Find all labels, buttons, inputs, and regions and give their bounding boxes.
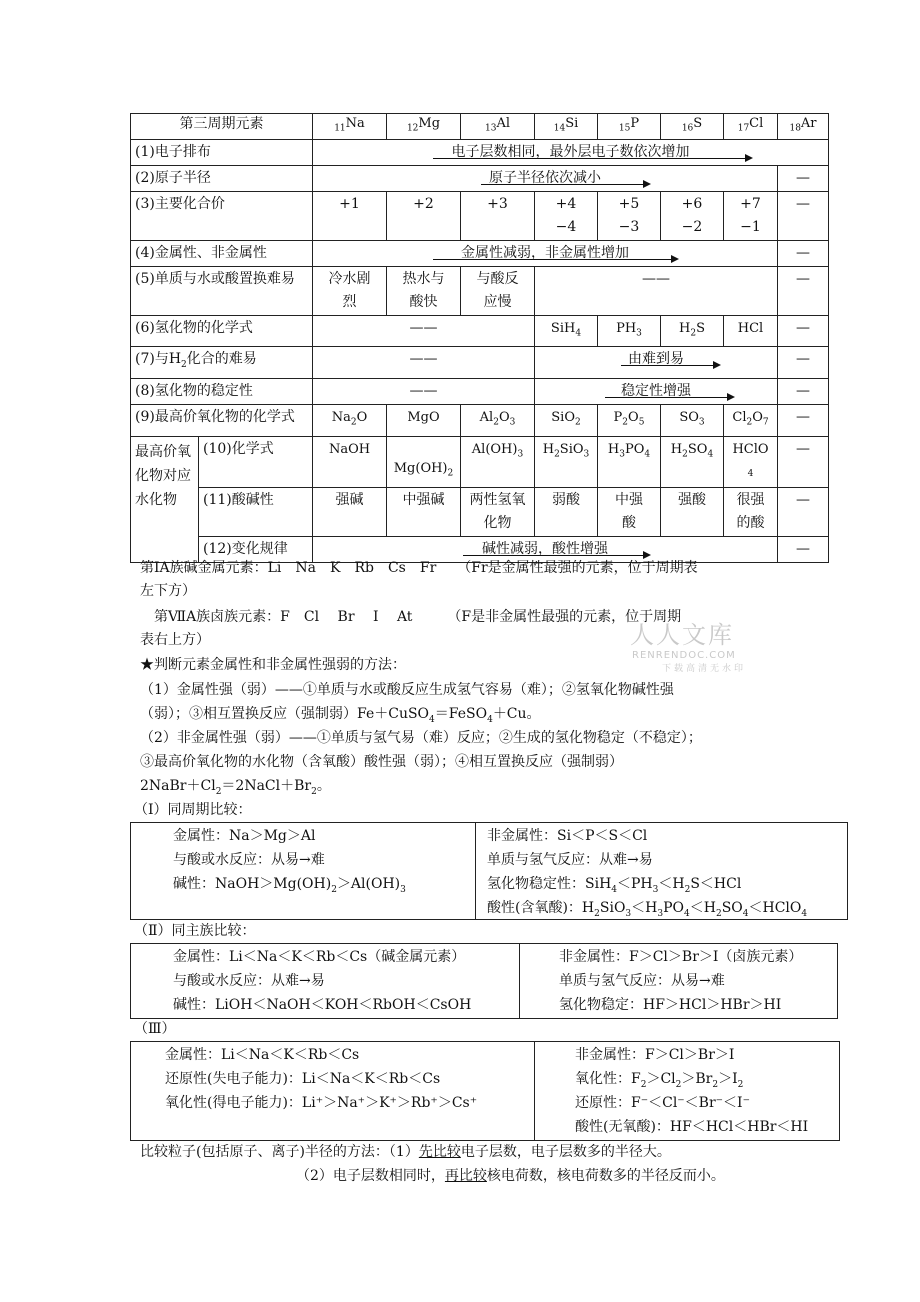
trend-arrow bbox=[463, 555, 649, 556]
oxide-s: $SO_3$ bbox=[661, 404, 724, 436]
row-label: (5)单质与水或酸置换难易 bbox=[131, 266, 313, 315]
acidity-si: 弱酸 bbox=[535, 487, 598, 536]
row-label: (10)化学式 bbox=[199, 436, 313, 487]
acidity-na: 强碱 bbox=[313, 487, 387, 536]
hydride-p: $PH_3$ bbox=[598, 315, 661, 347]
header-row bbox=[131, 114, 829, 140]
element-s: $_{16}$S bbox=[661, 114, 724, 140]
trend-text: 原子半径依次减小 bbox=[489, 169, 601, 186]
ar-cell: — bbox=[778, 536, 829, 562]
trend-cell bbox=[313, 139, 829, 165]
trend-text: 电子层数相同，最外层电子数依次增加 bbox=[451, 143, 690, 160]
trend-arrow bbox=[433, 158, 751, 159]
acidity-order: 酸性(含氧酸)：$H_2SiO_3<H_3PO_4<H_2SO_4<HClO_4$ bbox=[487, 900, 808, 919]
trend-cell bbox=[313, 240, 778, 266]
section-three: （Ⅲ） bbox=[134, 1021, 176, 1037]
hydroxide-s: $H_2SO_4$ bbox=[661, 436, 724, 487]
same-period-box bbox=[130, 822, 848, 920]
row-hydride-formula bbox=[131, 315, 829, 347]
row-label: (4)金属性、非金属性 bbox=[131, 240, 313, 266]
trend-cell bbox=[313, 165, 778, 191]
halide-reducing-series: 还原性：F⁻＜Cl⁻＜Br⁻＜I⁻ bbox=[575, 1095, 750, 1111]
trend-arrow bbox=[433, 259, 677, 260]
ar-cell: — bbox=[778, 191, 829, 240]
valence-na: +1 bbox=[313, 191, 387, 240]
reducing-series: 还原性(失电子能力)：Li＜Na＜K＜Rb＜Cs bbox=[165, 1071, 441, 1087]
radius-rule-2: （2）电子层数相同时，再比较核电荷数，核电荷数多的半径反而小。 bbox=[296, 1168, 725, 1184]
trend-arrow bbox=[621, 365, 719, 366]
oxide-p: $P_2O_5$ bbox=[598, 404, 661, 436]
trend-text: 稳定性增强 bbox=[621, 382, 691, 399]
trend-arrow bbox=[605, 397, 733, 398]
row-displacement bbox=[131, 266, 829, 315]
method-1-b: （弱）；③相互置换反应（强制弱）Fe＋CuSO$_4$＝FeSO$_4$＋Cu。 bbox=[140, 706, 541, 725]
same-group-box bbox=[130, 943, 838, 1019]
hydroxide-si: $H_2SiO_3$ bbox=[535, 436, 598, 487]
nonmetallic-order: 非金属性：Si＜P＜S＜Cl bbox=[487, 828, 648, 844]
combination-dash: —— bbox=[313, 347, 535, 379]
watermark-logo bbox=[618, 615, 746, 674]
oxide-mg: MgO bbox=[387, 404, 461, 436]
hydride-cl: HCl bbox=[724, 315, 778, 347]
row-label: (1)电子排布 bbox=[131, 139, 313, 165]
trend-cell bbox=[535, 378, 778, 404]
hydroxide-p: $H_3PO_4$ bbox=[598, 436, 661, 487]
reaction-order: 与酸或水反应：从易→难 bbox=[173, 852, 325, 868]
hydride-s: $H_2S$ bbox=[661, 315, 724, 347]
element-cl: $_{17}$Cl bbox=[724, 114, 778, 140]
trend-cell bbox=[535, 347, 778, 379]
method-2-b: ③最高价氧化物的水化物（含氧酸）酸性强（弱）；④相互置换反应（强制弱） bbox=[140, 754, 623, 770]
element-mg: $_{12}$Mg bbox=[387, 114, 461, 140]
alkali-reaction-order: 与酸或水反应：从难→易 bbox=[173, 973, 325, 989]
group7-line-b: 表右上方） bbox=[140, 632, 210, 648]
oxide-na: $Na_2O$ bbox=[313, 404, 387, 436]
hydrohalic-acidity-series: 酸性(无氧酸)：HF＜HCl＜HBr＜HI bbox=[575, 1119, 809, 1135]
periodic-table-summary bbox=[130, 113, 829, 563]
row-electron bbox=[131, 139, 829, 165]
row-h2-combination bbox=[131, 347, 829, 379]
oxide-cl: $Cl_2O_7$ bbox=[724, 404, 778, 436]
oxidizing-ion-series: 氧化性(得电子能力)：Li⁺＞Na⁺＞K⁺＞Rb⁺＞Cs⁺ bbox=[165, 1095, 478, 1111]
section-same-group: （Ⅱ）同主族比较： bbox=[134, 923, 256, 939]
alkali-basicity-order: 碱性：LiOH＜NaOH＜KOH＜RbOH＜CsOH bbox=[173, 997, 472, 1013]
ar-cell: — bbox=[778, 436, 829, 487]
row-label: (2)原子半径 bbox=[131, 165, 313, 191]
trend-text: 金属性减弱，非金属性增加 bbox=[461, 244, 629, 261]
ar-cell: — bbox=[778, 487, 829, 536]
oxide-si: SiO$_2$ bbox=[535, 404, 598, 436]
element-si: $_{14}$Si bbox=[535, 114, 598, 140]
valence-p: +5 −3 bbox=[598, 191, 661, 240]
hydroxide-al: $Al(OH)_3$ bbox=[461, 436, 535, 487]
hydroxide-mg: $Mg(OH)_2$ bbox=[387, 436, 461, 487]
nonmetallic-series: 非金属性：F＞Cl＞Br＞I bbox=[575, 1047, 735, 1063]
header-label: 第三周期元素 bbox=[131, 114, 313, 140]
valence-si: +4 −4 bbox=[535, 191, 598, 240]
element-p: $_{15}$P bbox=[598, 114, 661, 140]
ar-cell: — bbox=[778, 240, 829, 266]
halogen-nonmetallic-order: 非金属性：F＞Cl＞Br＞I（卤族元素） bbox=[559, 949, 803, 965]
alkali-metallic-order: 金属性：Li＜Na＜K＜Rb＜Cs（碱金属元素） bbox=[173, 949, 466, 965]
watermark-title: 人人文库 bbox=[630, 621, 734, 649]
row-label: (3)主要化合价 bbox=[131, 191, 313, 240]
halogen-oxidizing-series: 氧化性：$F_2>Cl_2>Br_2>I_2$ bbox=[575, 1071, 744, 1090]
ar-cell: — bbox=[778, 315, 829, 347]
group1-line-b: 左下方） bbox=[140, 583, 196, 599]
row-hydride-stability bbox=[131, 378, 829, 404]
hydroxide-cl: HClO 4 bbox=[724, 436, 778, 487]
row-oxide bbox=[131, 404, 829, 436]
ar-cell: — bbox=[778, 378, 829, 404]
valence-mg: +2 bbox=[387, 191, 461, 240]
element-na: $_{11}$Na bbox=[313, 114, 387, 140]
method-1-a: （1）金属性强（弱）——①单质与水或酸反应生成氢气容易（难）；②氢氧化物碱性强 bbox=[140, 682, 674, 698]
halogen-hydride-order: 氢化物稳定：HF＞HCl＞HBr＞HI bbox=[559, 997, 782, 1013]
displace-al: 与酸反应慢 bbox=[461, 266, 535, 315]
row-hydroxide-formula bbox=[131, 436, 829, 487]
row-metallic bbox=[131, 240, 829, 266]
element-ar: $_{18}$Ar bbox=[778, 114, 829, 140]
ar-cell: — bbox=[778, 165, 829, 191]
acidity-p: 中强酸 bbox=[598, 487, 661, 536]
method-2-a: （2）非金属性强（弱）——①单质与氢气易（难）反应；②生成的氢化物稳定（不稳定）； bbox=[140, 730, 702, 746]
metallic-series: 金属性：Li＜Na＜K＜Rb＜Cs bbox=[165, 1047, 360, 1063]
basicity-order: 碱性：$NaOH>Mg(OH)_2>Al(OH)_3$ bbox=[173, 876, 406, 895]
row-radius bbox=[131, 165, 829, 191]
method-2-c: $2NaBr+Cl_2=2NaCl+Br_2$。 bbox=[140, 778, 331, 797]
watermark-domain: RENRENDOC.COM bbox=[632, 650, 736, 661]
hydride-dash: —— bbox=[313, 315, 535, 347]
ar-cell: — bbox=[778, 266, 829, 315]
row-label: (11)酸碱性 bbox=[199, 487, 313, 536]
acidity-mg: 中强碱 bbox=[387, 487, 461, 536]
metallic-order: 金属性：Na＞Mg＞Al bbox=[173, 828, 316, 844]
method-title: ★判断元素金属性和非金属性强弱的方法： bbox=[140, 657, 406, 673]
halogen-h2-order: 单质与氢气反应：从易→难 bbox=[559, 973, 725, 989]
displace-rest: —— bbox=[535, 266, 778, 315]
acidity-cl: 很强的酸 bbox=[724, 487, 778, 536]
valence-cl: +7 −1 bbox=[724, 191, 778, 240]
trend-arrow bbox=[481, 184, 649, 185]
acidity-al: 两性氢氧化物 bbox=[461, 487, 535, 536]
trend-text: 由难到易 bbox=[628, 351, 684, 368]
h2-reaction-order: 单质与氢气反应：从难→易 bbox=[487, 852, 653, 868]
trend-text: 碱性减弱，酸性增强 bbox=[482, 540, 608, 557]
row-label: (7)与$H_2$化合的难易 bbox=[131, 347, 313, 379]
displace-mg: 热水与酸快 bbox=[387, 266, 461, 315]
row-valence bbox=[131, 191, 829, 240]
row-label: (9)最高价氧化物的化学式 bbox=[131, 404, 313, 436]
row-label: (8)氢化物的稳定性 bbox=[131, 378, 313, 404]
element-al: $_{13}$Al bbox=[461, 114, 535, 140]
radius-rule-1: 比较粒子(包括原子、离子)半径的方法：（1）先比较电子层数，电子层数多的半径大。 bbox=[140, 1144, 671, 1160]
group7-line: 第ⅦA族卤族元素：F Cl Br I At （F是非金属性最强的元素，位于周期 bbox=[140, 609, 682, 625]
hydride-stability-order: 氢化物稳定性：$SiH_4<PH_3<H_2S<HCl$ bbox=[487, 876, 742, 895]
section-same-period: （Ⅰ）同周期比较： bbox=[134, 802, 252, 818]
row-label: (6)氢化物的化学式 bbox=[131, 315, 313, 347]
ar-cell: — bbox=[778, 404, 829, 436]
row-acidity bbox=[131, 487, 829, 536]
stability-dash: —— bbox=[313, 378, 535, 404]
hydride-si: SiH$_4$ bbox=[535, 315, 598, 347]
group1-line: 第ⅠA族碱金属元素：Li Na K Rb Cs Fr （Fr是金属性最强的元素，位于周期表 bbox=[140, 560, 698, 576]
row-label: (12)变化规律 bbox=[199, 536, 313, 562]
watermark-slogan: 下载高清无水印 bbox=[662, 664, 747, 674]
valence-s: +6 −2 bbox=[661, 191, 724, 240]
redox-box bbox=[130, 1041, 840, 1141]
hydroxide-na: NaOH bbox=[313, 436, 387, 487]
displace-na: 冷水剧烈 bbox=[313, 266, 387, 315]
group-label: 最高价氧化物对应水化物 bbox=[131, 436, 199, 562]
oxide-al: $Al_2O_3$ bbox=[461, 404, 535, 436]
acidity-s: 强酸 bbox=[661, 487, 724, 536]
ar-cell: — bbox=[778, 347, 829, 379]
valence-al: +3 bbox=[461, 191, 535, 240]
